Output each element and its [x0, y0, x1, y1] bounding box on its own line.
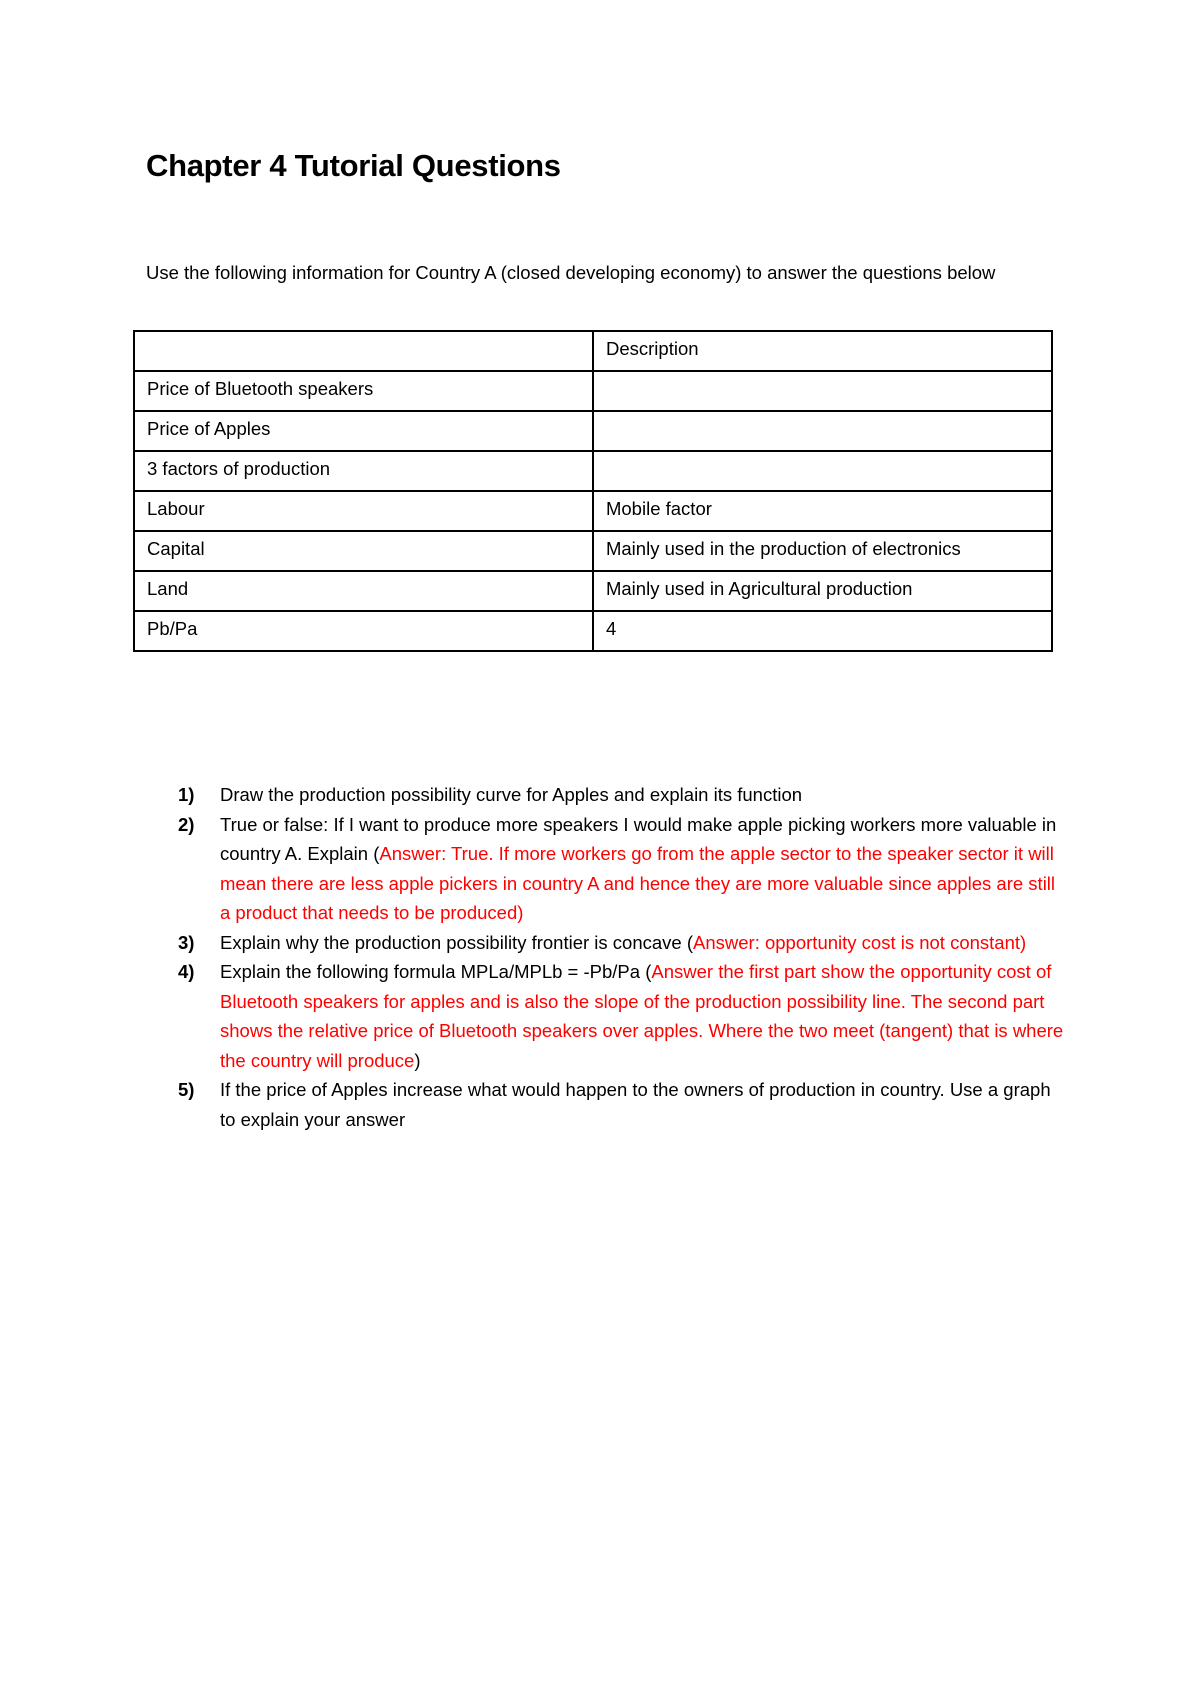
table-cell-label: Price of Bluetooth speakers [134, 371, 593, 411]
question-item [178, 928, 1068, 958]
question-item [178, 957, 1068, 1075]
question-text: Explain why the production possibility frontier is concave ( [220, 931, 694, 953]
question-text: Draw the production possibility curve for Apples and explain its function [220, 784, 803, 805]
table-row [134, 411, 1052, 451]
question-item [178, 1075, 1068, 1134]
table-cell-description: Mobile factor [593, 491, 1052, 531]
question-list [178, 780, 1068, 1134]
question-number: 4) [178, 961, 195, 982]
answer-text: Answer: opportunity cost is not constant) [693, 931, 1027, 953]
table-cell-label: Land [134, 571, 593, 611]
question-text: True or false: If I want to produce more speakers I would make apple picking workers more valuable in country A. Explain ( [220, 813, 1057, 864]
page-title: Chapter 4 Tutorial Questions [146, 148, 561, 183]
table-cell-description: Mainly used in the production of electronics [593, 531, 1052, 571]
intro-paragraph: Use the following information for Country A (closed developing economy) to answer the questions below [146, 262, 996, 283]
table-cell-label: Capital [134, 531, 593, 571]
question-text: Explain the following formula MPLa/MPLb = -Pb/Pa ( [220, 961, 652, 982]
question-close: ) [414, 1049, 421, 1071]
table-row [134, 531, 1052, 571]
table-cell-label: Pb/Pa [134, 611, 593, 651]
table-header-row [134, 331, 1052, 371]
question-number: 3) [178, 931, 195, 953]
question-number: 1) [178, 784, 195, 805]
table-cell-description [593, 371, 1052, 411]
question-item [178, 810, 1068, 928]
answer-text: Answer the first part show the opportunity cost of Bluetooth speakers for apples and is also the slope of the production possibility line. The second part shows the relative price of Bluetooth speakers over apples. Where the two meet (tangent) that is where the country will produce [220, 961, 1064, 1071]
table-row [134, 371, 1052, 411]
question-number: 5) [178, 1079, 195, 1100]
info-table [133, 330, 1053, 652]
table-row [134, 491, 1052, 531]
table-cell-label: 3 factors of production [134, 451, 593, 491]
table-cell-description: Mainly used in Agricultural production [593, 571, 1052, 611]
table-cell-description: 4 [593, 611, 1052, 651]
question-text: If the price of Apples increase what would happen to the owners of production in country. Use a graph to explain your answer [220, 1079, 1051, 1130]
table-cell-description [593, 411, 1052, 451]
question-item [178, 780, 1068, 810]
question-number: 2) [178, 813, 195, 835]
table-header-empty [134, 331, 593, 371]
table-row [134, 451, 1052, 491]
table-cell-label: Labour [134, 491, 593, 531]
answer-text: Answer: True. If more workers go from the apple sector to the speaker sector it will mean there are less apple pickers in country A and hence they are more valuable since apples are still a product that needs to be produced) [220, 843, 1056, 923]
table-header-description: Description [593, 331, 1052, 371]
table-row [134, 571, 1052, 611]
table-row [134, 611, 1052, 651]
table-cell-label: Price of Apples [134, 411, 593, 451]
table-cell-description [593, 451, 1052, 491]
